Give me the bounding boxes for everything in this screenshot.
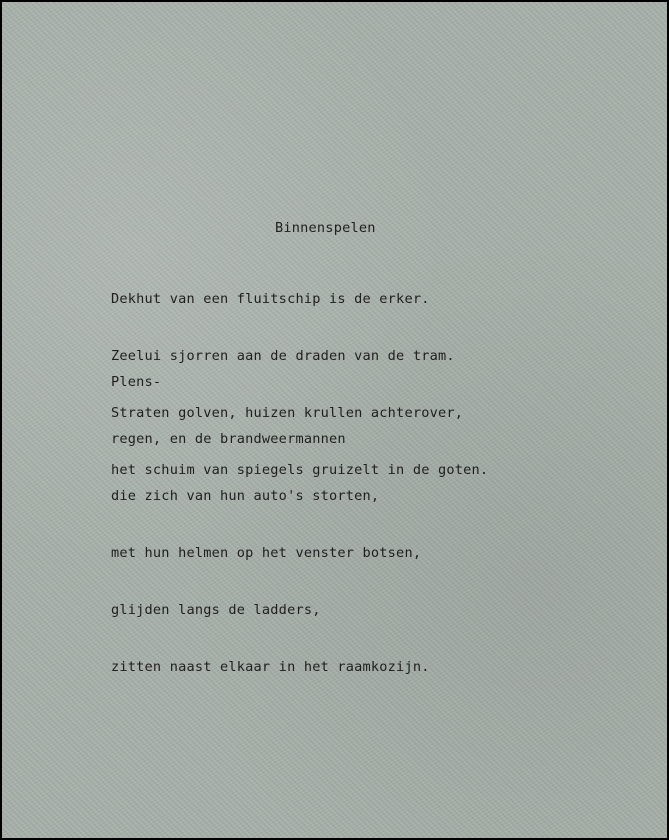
poem-line: Dekhut van een fluitschip is de erker. <box>111 291 430 307</box>
poem-title: Binnenspelen <box>275 220 376 236</box>
stanza-2 <box>111 335 430 715</box>
poem-line: die zich van hun auto's storten, <box>111 488 380 504</box>
poem-line: glijden langs de ladders, <box>111 602 321 618</box>
poem-line: met hun helmen op het venster botsen, <box>111 545 422 561</box>
poem-line: Straten golven, huizen krullen achterover, <box>111 405 464 421</box>
poem-line: zitten naast elkaar in het raamkozijn. <box>111 659 430 675</box>
poem-line: het schuim van spiegels gruizelt in de goten. <box>111 462 489 478</box>
poem-line: regen, en de brandweermannen <box>111 431 346 447</box>
poem-line: Plens- <box>111 374 162 390</box>
poem-line: Zeelui sjorren aan de draden van de tram. <box>111 348 455 364</box>
typewritten-page <box>2 2 667 838</box>
